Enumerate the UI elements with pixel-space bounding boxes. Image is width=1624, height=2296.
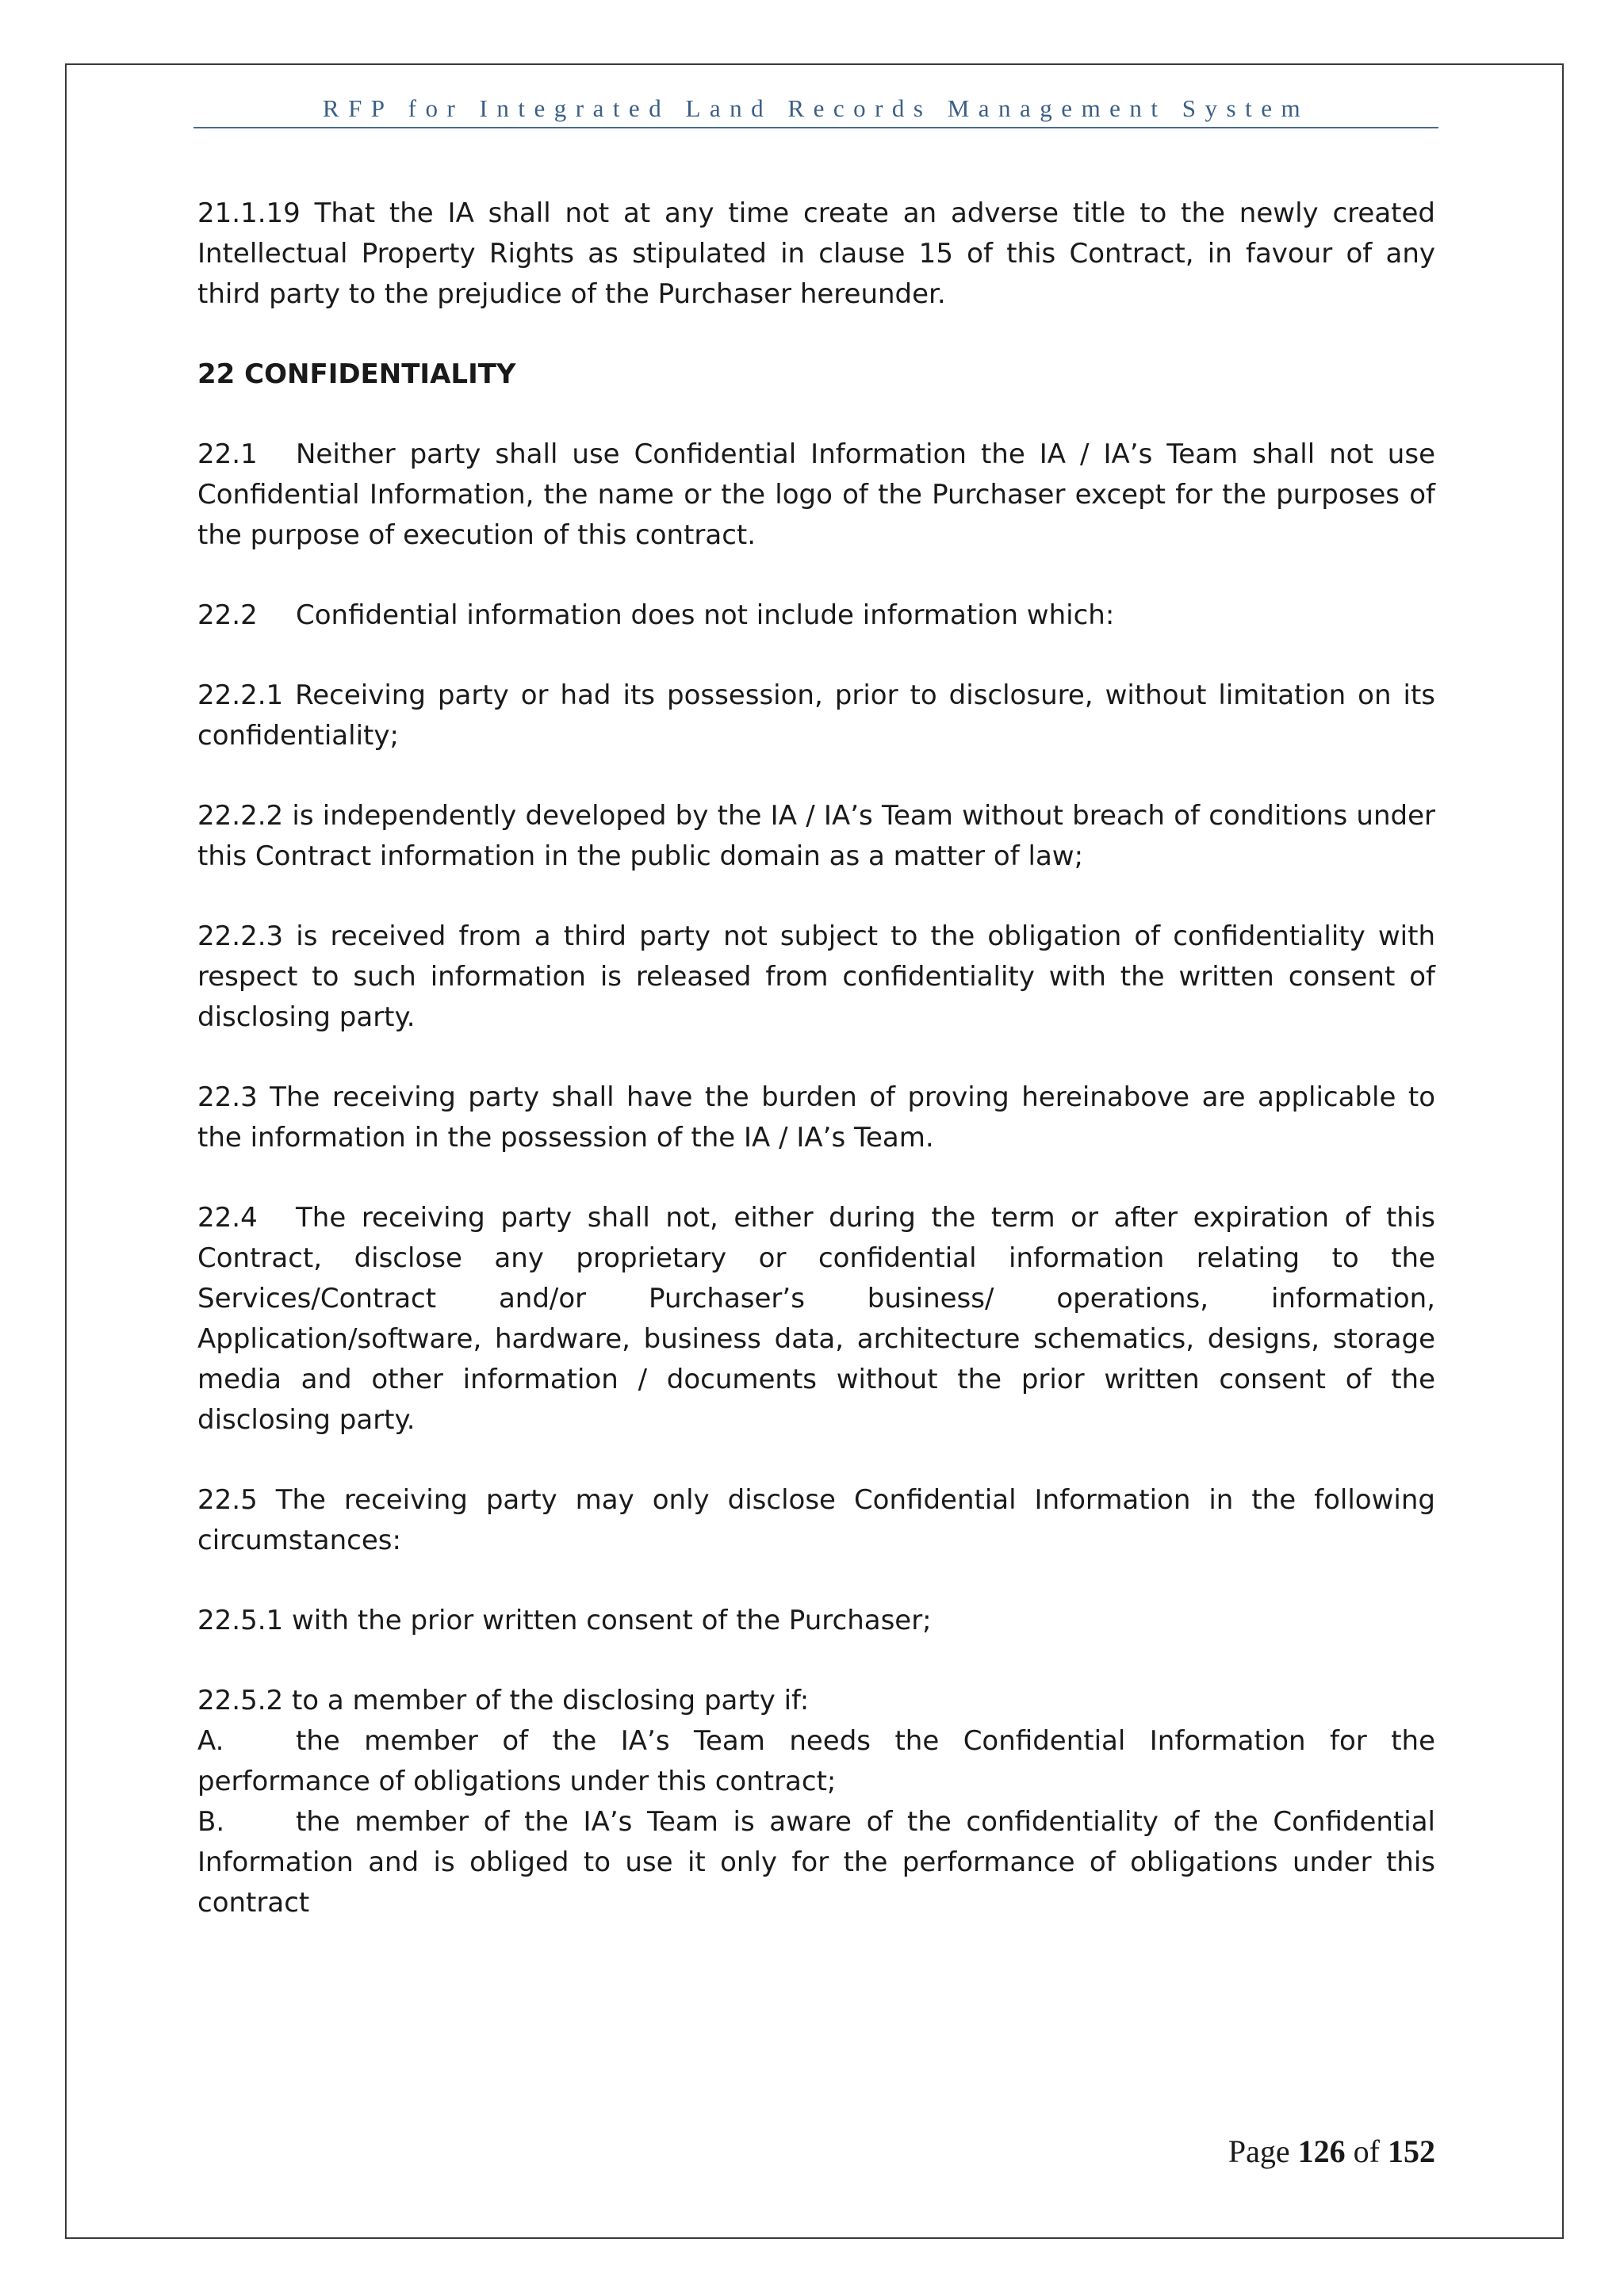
paragraph-text: Confidential information does not include information which: [296,599,1115,631]
paragraph-number: 22.1 [197,438,258,470]
paragraph-22-3: 22.3 The receiving party shall have the burden of proving hereinabove are applicable to the information in the possession of the IA / IA’s Team. [197,1081,1435,1154]
paragraph-22-2-2: 22.2.2 is independently developed by the IA / IA’s Team without breach of conditions under this Contract information in the public domain as a matter of law; [197,800,1435,872]
paragraph-22-2-1: 22.2.1 Receiving party or had its possession, prior to disclosure, without limitation on its confidentiality; [197,679,1435,752]
page-number: 126 [1297,2133,1346,2169]
paragraph-number: 22.2 [197,599,258,631]
list-item-text: the member of the IA’s Team needs the Confidential Information for the performance of obligations under this contract; [197,1725,1435,1797]
section-heading-22: 22 CONFIDENTIALITY [197,358,516,390]
page-total: 152 [1388,2133,1435,2169]
list-item-text: the member of the IA’s Team is aware of the confidentiality of the Confidential Information and is obliged to use it only for the performance of obligations under this contract [197,1806,1435,1919]
paragraph-21-1-19: 21.1.19 That the IA shall not at any time create an adverse title to the newly created Intellectual Property Rights as stipulated in clause 15 of this Contract, in favour of any third party to the prejudice of the Purchaser hereunder. [197,197,1435,310]
list-item-b [197,1802,1435,1923]
paragraph-22-1 [197,434,1435,556]
list-item-marker: B. [197,1806,225,1838]
paragraph-text: Neither party shall use Confidential Information the IA / IA’s Team shall not use Confidential Information, the name or the logo of the Purchaser except for the purposes of the purpose of execution of this contract. [197,438,1435,551]
page-label: Page [1228,2133,1290,2169]
header-title: RFP for Integrated Land Records Management System [322,94,1310,122]
paragraph-22-5: 22.5 The receiving party may only disclose Confidential Information in the following circumstances: [197,1484,1435,1556]
paragraph-22-2-3: 22.2.3 is received from a third party not subject to the obligation of confidentiality with respect to such information is released from confidentiality with the written consent of disclosing party. [197,920,1435,1033]
page-header [193,89,1438,128]
list-item-marker: A. [197,1725,224,1757]
paragraph-22-4 [197,1198,1435,1441]
paragraph-22-2 [197,595,1435,636]
page-footer [1228,2133,1435,2170]
paragraph-22-5-2: 22.5.2 to a member of the disclosing party if: [197,1685,810,1716]
paragraph-22-5-1: 22.5.1 with the prior written consent of the Purchaser; [197,1605,932,1636]
of-label: of [1353,2133,1380,2169]
paragraph-text: The receiving party shall not, either during the term or after expiration of this Contract, disclose any proprietary or confidential information relating to the Services/Contract and/or Purchaser’s business/ operations, information, Application/software, hardware, business data, architecture schematics, designs, storage media and other information / documents without the prior written consent of the disclosing party. [197,1202,1435,1436]
list-item-a [197,1721,1435,1802]
document-body [197,193,1435,1923]
paragraph-number: 22.4 [197,1202,258,1234]
